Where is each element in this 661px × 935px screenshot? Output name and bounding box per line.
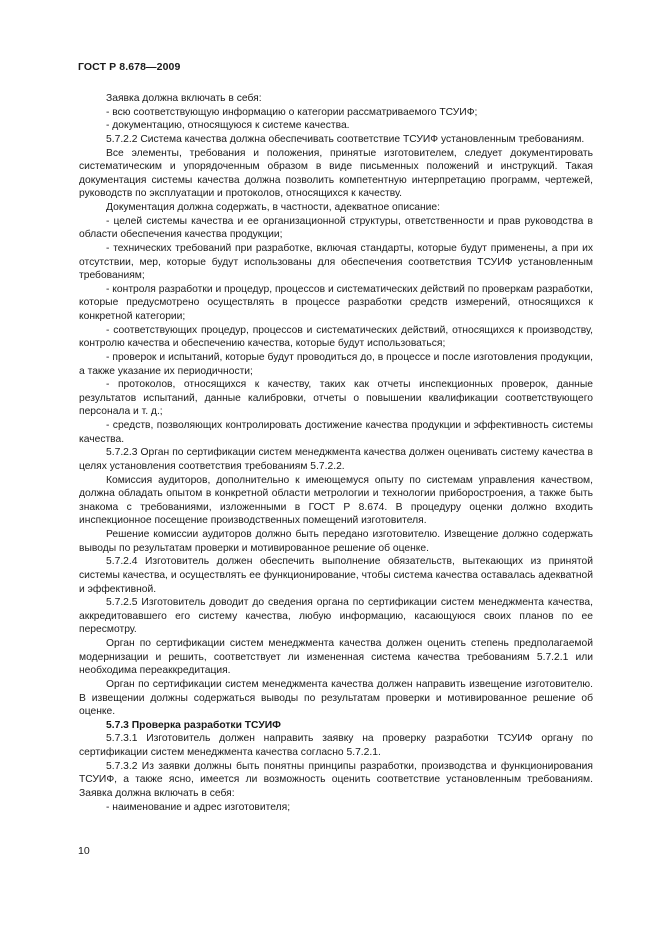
paragraph: 5.7.3.2 Из заявки должны быть понятны принципы разработки, производства и функционирования ТСУИФ, а также ясно, имеется ли возможность оценить соответствие установленным требованиям. Заявка должна включать в себя: [79, 760, 593, 799]
document-body [79, 92, 593, 814]
list-item: - наименование и адрес изготовителя; [106, 801, 291, 813]
list-item: - целей системы качества и ее организационной структуры, ответственности и прав руководства в области обеспечения качества продукции; [79, 215, 593, 241]
paragraph: Орган по сертификации систем менеджмента качества должен направить извещение изготовителю. В извещении должны содержаться выводы по результатам проверки и мотивированное решение об оценке. [79, 678, 593, 718]
list-item: - технических требований при разработке, включая стандарты, которые будут применены, а при их отсутствии, мер, которые будут использованы для обеспечения соответствия ТСУИФ установленным требованиям; [79, 242, 593, 282]
section-heading [79, 719, 593, 733]
paragraph: Заявка должна включать в себя: [106, 93, 262, 104]
section-number: 5.7.3 [106, 719, 129, 731]
list-item: - протоколов, относящихся к качеству, таких как отчеты инспекционных проверок, данные результатов испытаний, данные калибровки, отчеты о повышении квалификации соответствующего персонала и т. д.; [79, 379, 593, 418]
list-item: - соответствующих процедур, процессов и систематических действий, относящихся к производству, контролю качества и обеспечению качества, которые будут использоваться; [79, 324, 593, 350]
paragraph: Комиссия аудиторов, дополнительно к имеющемуся опыту по системам управления качеством, должна обладать опытом в конкретной области метрологии и технологии приборостроения, а также быть знакома с требованиями, изложенными в ГОСТ Р 8.674. В процедуру оценки должно входить инспекционное посещение производственных помещений изготовителя. [79, 474, 593, 527]
paragraph: 5.7.2.4 Изготовитель должен обеспечить выполнение обязательств, вытекающих из принятой системы качества, и осуществлять ее функционирование, чтобы система качества оставалась адекватной и эффективной. [79, 556, 593, 595]
list-item: - проверок и испытаний, которые будут проводиться до, в процессе и после изготовления продукции, а также указание их периодичности; [79, 351, 593, 377]
paragraph: Орган по сертификации систем менеджмента качества должен оценить степень предполагаемой модернизации и решить, соответствует ли измененная система качества требованиям 5.7.2.1 или необходима переаккредитация. [79, 638, 593, 677]
paragraph: Все элементы, требования и положения, принятые изготовителем, следует документировать систематическим и упорядоченным образом в виде письменных положений и инструкций. Такая документация системы качества должна позволить компетентную интерпретацию программ, чертежей, руководств по эксплуатации и протоколов, относящихся к качеству. [79, 147, 593, 200]
paragraph: Документация должна содержать, в частности, адекватное описание: [106, 202, 440, 213]
list-item: - контроля разработки и процедур, процессов и систематических действий по проверкам разработки, которые предусмотрено осуществлять в процессе разработки средств измерений, относящихся к конкретной категории; [79, 283, 593, 322]
paragraph: Решение комиссии аудиторов должно быть передано изготовителю. Извещение должно содержать выводы по результатам проверки и мотивированное решение об оценке. [79, 529, 593, 554]
list-item: - средств, позволяющих контролировать достижение качества продукции и эффективность системы качества. [79, 420, 593, 445]
list-item: - документацию, относящуюся к системе качества. [106, 120, 350, 132]
list-item: - всю соответствующую информацию о категории рассматриваемого ТСУИФ; [106, 106, 478, 118]
document-header: ГОСТ Р 8.678—2009 [78, 61, 181, 73]
page-number: 10 [78, 845, 90, 857]
paragraph: 5.7.2.5 Изготовитель доводит до сведения органа по сертификации систем менеджмента качества, аккредитовавшего его систему качества, любую информацию, касающуюся своих планов по ее пересмотру. [79, 597, 593, 636]
paragraph: 5.7.2.2 Система качества должна обеспечивать соответствие ТСУИФ установленным требованиям. [106, 133, 585, 145]
paragraph: 5.7.3.1 Изготовитель должен направить заявку на проверку разработки ТСУИФ органу по сертификации систем менеджмента качества согласно 5.7.2.1. [79, 733, 593, 758]
paragraph: 5.7.2.3 Орган по сертификации систем менеджмента качества должен оценивать систему качества в целях установления соответствия требованиям 5.7.2.2. [79, 447, 593, 472]
section-title: Проверка разработки ТСУИФ [131, 719, 281, 731]
